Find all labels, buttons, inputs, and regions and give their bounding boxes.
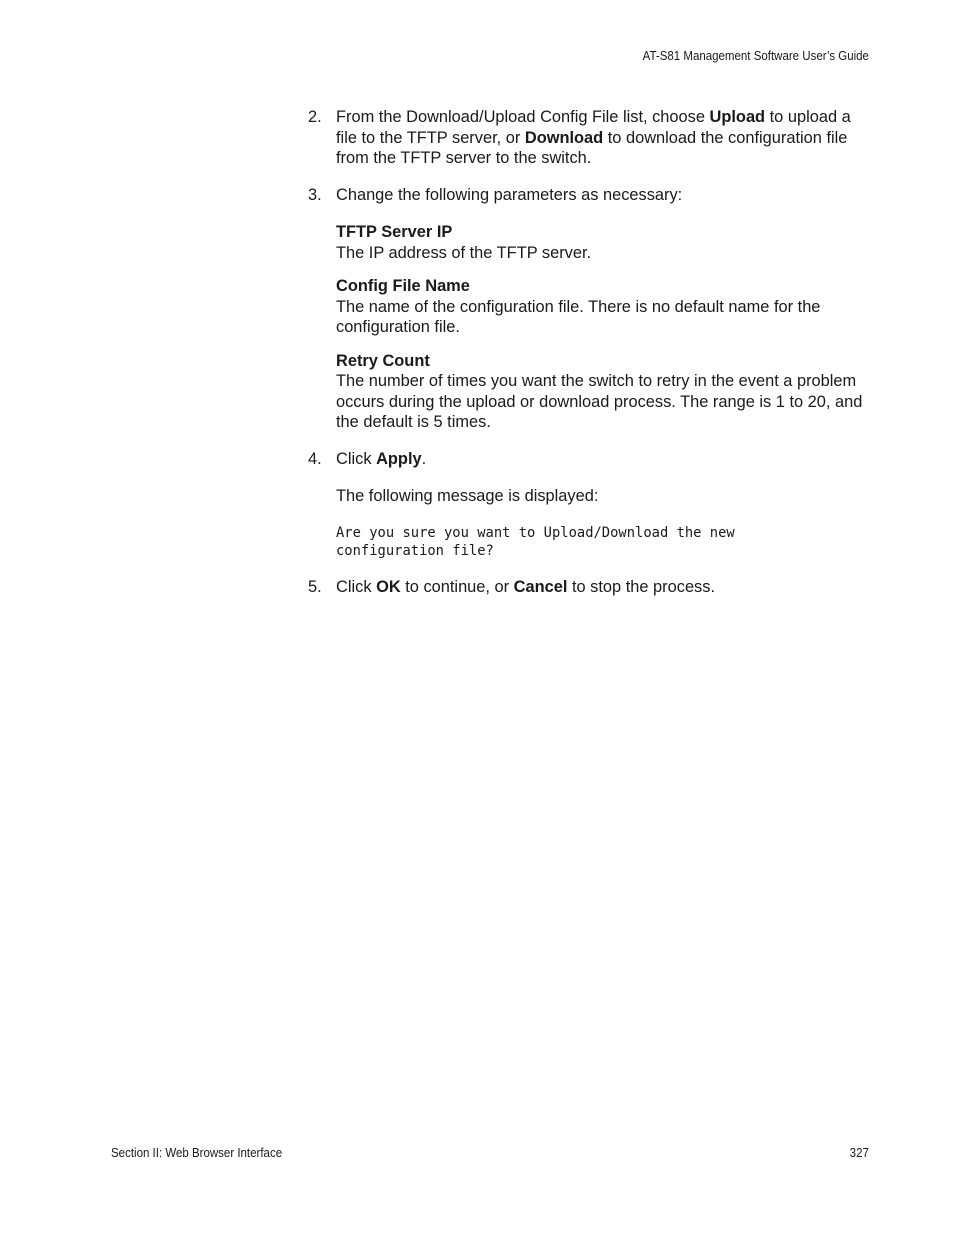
followup-text: The following message is displayed: <box>336 487 599 505</box>
cancel-button-label: Cancel <box>513 577 568 596</box>
step-3 <box>308 185 868 433</box>
footer-section: Section II: Web Browser Interface <box>111 1146 283 1160</box>
param-description: The number of times you want the switch to retry in the event a problem occurs during the upload or download process. The range is 1 to 20, and the default is 5 times. <box>336 372 863 431</box>
param-description: The name of the configuration file. There is no default name for the configuration file. <box>336 297 821 336</box>
step-4 <box>308 449 868 561</box>
page-number: 327 <box>849 1146 869 1160</box>
step-text: From the Download/Upload Config File list, choose Upload to upload a file to the TFTP server, or Download to download the configuration file from the TFTP server to the switch. <box>336 108 851 167</box>
param-name: Retry Count <box>336 351 430 370</box>
confirmation-message-line-2: configuration file? <box>336 543 494 559</box>
document-body <box>308 107 868 597</box>
download-option: Download <box>524 128 604 147</box>
param-tftp-server-ip <box>336 222 868 263</box>
step-5 <box>308 577 868 598</box>
param-retry-count <box>336 351 868 433</box>
step-text: Change the following parameters as necessary: <box>336 185 683 204</box>
step-number: 3. <box>308 185 322 204</box>
apply-button-label: Apply <box>376 449 422 468</box>
step-number: 4. <box>308 449 322 468</box>
param-config-file-name <box>336 276 868 338</box>
param-name: Config File Name <box>336 277 470 295</box>
step-2 <box>308 107 868 169</box>
step-text: Click OK to continue, or Cancel to stop the process. <box>336 577 716 596</box>
step-number: 2. <box>308 108 322 126</box>
param-description: The IP address of the TFTP server. <box>336 243 592 262</box>
upload-option: Upload <box>709 108 766 126</box>
ok-button-label: OK <box>376 577 401 596</box>
confirmation-message-line-1: Are you sure you want to Upload/Download the new <box>336 524 735 541</box>
running-header: AT-S81 Management Software User’s Guide <box>642 49 869 63</box>
param-name: TFTP Server IP <box>336 223 453 241</box>
step-number: 5. <box>308 577 322 596</box>
step-text: Click Apply. <box>336 449 427 468</box>
